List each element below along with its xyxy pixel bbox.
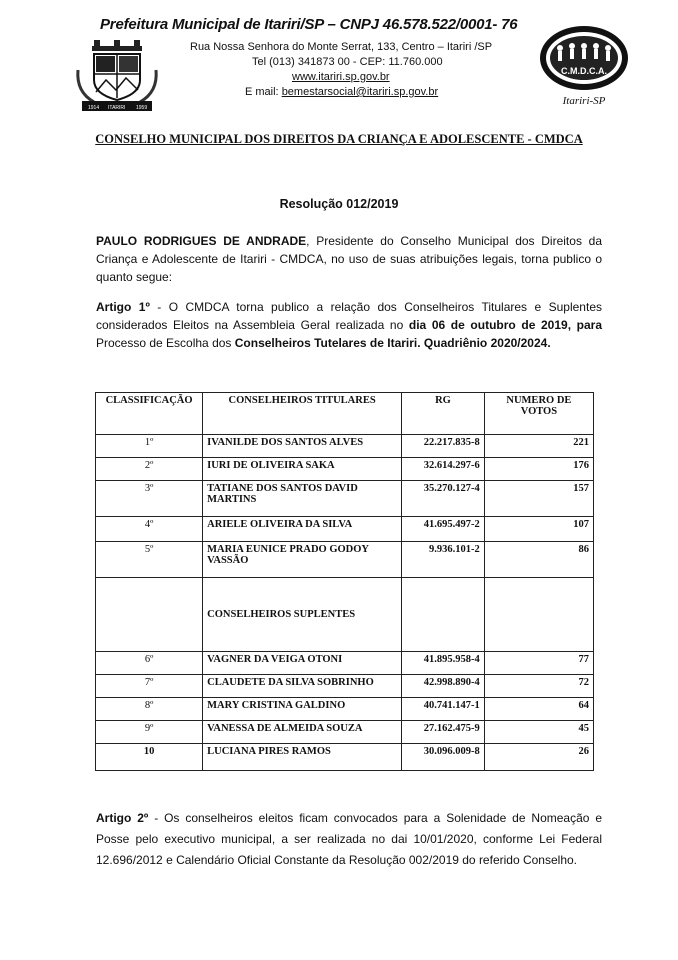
table-row bbox=[96, 675, 594, 698]
header-rg: RG bbox=[402, 393, 485, 435]
president-name: PAULO RODRIGUES DE ANDRADE bbox=[96, 234, 307, 248]
rg-cell: 9.936.101-2 bbox=[402, 542, 485, 578]
rg-cell: 32.614.297-6 bbox=[402, 458, 485, 481]
municipal-crest-icon bbox=[74, 40, 160, 114]
logo-caption: Itariri-SP bbox=[562, 95, 606, 107]
table-row bbox=[96, 744, 594, 771]
rank-cell: 8º bbox=[96, 698, 203, 721]
votes-cell: 107 bbox=[484, 517, 593, 542]
name-cell: TATIANE DOS SANTOS DAVID MARTINS bbox=[203, 481, 402, 517]
empty-cell bbox=[96, 578, 203, 652]
rg-cell: 41.895.958-4 bbox=[402, 652, 485, 675]
rg-cell: 27.162.475-9 bbox=[402, 721, 485, 744]
rank-cell: 4º bbox=[96, 517, 203, 542]
votes-cell: 26 bbox=[484, 744, 593, 771]
cmdca-logo-icon bbox=[536, 24, 632, 110]
name-cell: MARY CRISTINA GALDINO bbox=[203, 698, 402, 721]
suplentes-label: CONSELHEIROS SUPLENTES bbox=[203, 578, 402, 652]
rank-cell: 7º bbox=[96, 675, 203, 698]
name-cell: MARIA EUNICE PRADO GODOY VASSÃO bbox=[203, 542, 402, 578]
name-cell: VAGNER DA VEIGA OTONI bbox=[203, 652, 402, 675]
name-cell: LUCIANA PIRES RAMOS bbox=[203, 744, 402, 771]
empty-cell bbox=[484, 578, 593, 652]
empty-cell bbox=[402, 578, 485, 652]
votes-cell: 86 bbox=[484, 542, 593, 578]
council-title: CONSELHO MUNICIPAL DOS DIREITOS DA CRIANÇA E ADOLESCENTE - CMDCA bbox=[95, 132, 583, 146]
table-row bbox=[96, 698, 594, 721]
intro-text: , Presidente do Conselho Municipal dos Direitos da Criança e Adolescente de Itariri - CMDCA, no uso de suas atribuições legais, torna publico o quanto segue: bbox=[96, 234, 603, 284]
table-row bbox=[96, 542, 594, 578]
votes-cell: 45 bbox=[484, 721, 593, 744]
name-cell: VANESSA DE ALMEIDA SOUZA bbox=[203, 721, 402, 744]
rank-cell: 10 bbox=[96, 744, 203, 771]
name-cell: IVANILDE DOS SANTOS ALVES bbox=[203, 435, 402, 458]
votes-cell: 72 bbox=[484, 675, 593, 698]
rg-cell: 30.096.009-8 bbox=[402, 744, 485, 771]
votes-cell: 176 bbox=[484, 458, 593, 481]
crest-text: ITARIRI bbox=[108, 105, 126, 111]
votes-cell: 221 bbox=[484, 435, 593, 458]
resolution-title: Resolução 012/2019 bbox=[279, 197, 399, 211]
intro-paragraph bbox=[96, 232, 602, 286]
rank-cell: 6º bbox=[96, 652, 203, 675]
header-titulares: CONSELHEIROS TITULARES bbox=[203, 393, 402, 435]
article-1-text-2: Processo de Escolha dos bbox=[96, 336, 235, 350]
article-1-label: Artigo 1º bbox=[96, 300, 150, 314]
crest-year-right: 1959 bbox=[136, 105, 148, 111]
votes-cell: 77 bbox=[484, 652, 593, 675]
rg-cell: 40.741.147-1 bbox=[402, 698, 485, 721]
letterhead-title: Prefeitura Municipal de Itariri/SP – CNPJ 46.578.522/0001- 76 bbox=[100, 16, 518, 33]
table-row bbox=[96, 652, 594, 675]
rank-cell: 9º bbox=[96, 721, 203, 744]
email-label: E mail: bbox=[245, 86, 282, 98]
letterhead-email-line bbox=[245, 85, 438, 99]
table-header-row bbox=[96, 393, 594, 435]
name-cell: CLAUDETE DA SILVA SOBRINHO bbox=[203, 675, 402, 698]
rank-cell: 5º bbox=[96, 542, 203, 578]
rg-cell: 41.695.497-2 bbox=[402, 517, 485, 542]
name-cell: ARIELE OLIVEIRA DA SILVA bbox=[203, 517, 402, 542]
article-2-text: - Os conselheiros eleitos ficam convocados para a Solenidade de Nomeação e Posse pelo executivo municipal, a ser realizada no dai 10/01/2020, conforme Lei Federal 12.696/2012 e Calendário Oficial Constante da Resolução 002/2019 do referido Conselho. bbox=[96, 811, 603, 867]
table-row bbox=[96, 458, 594, 481]
table-row bbox=[96, 517, 594, 542]
rank-cell: 3º bbox=[96, 481, 203, 517]
rg-cell: 35.270.127-4 bbox=[402, 481, 485, 517]
email-link[interactable]: bemestarsocial@itariri.sp.gov.br bbox=[281, 86, 439, 98]
results-table bbox=[95, 392, 594, 771]
votes-cell: 64 bbox=[484, 698, 593, 721]
header-classification: CLASSIFICAÇÃO bbox=[96, 393, 203, 435]
logo-text: C.M.D.C.A. bbox=[561, 66, 607, 76]
letterhead-phone: Tel (013) 341873 00 - CEP: 11.760.000 bbox=[252, 56, 443, 68]
table-row bbox=[96, 435, 594, 458]
letterhead-address: Rua Nossa Senhora do Monte Serrat, 133, Centro – Itariri /SP bbox=[190, 41, 493, 53]
suplentes-section-row bbox=[96, 578, 594, 652]
article-1-date: dia 06 de outubro de 2019, para bbox=[408, 318, 603, 332]
article-2-label: Artigo 2º bbox=[96, 811, 149, 825]
rank-cell: 1º bbox=[96, 435, 203, 458]
letterhead-website[interactable]: www.itariri.sp.gov.br bbox=[292, 71, 390, 83]
article-1-paragraph bbox=[96, 298, 602, 352]
rg-cell: 42.998.890-4 bbox=[402, 675, 485, 698]
article-1-text-1: - O CMDCA torna publico a relação dos Conselheiros Titulares e Suplentes considerados Eleitos na Assembleia Geral realizada no bbox=[96, 300, 602, 332]
article-2-paragraph bbox=[96, 808, 602, 871]
votes-cell: 157 bbox=[484, 481, 593, 517]
table-row bbox=[96, 721, 594, 744]
name-cell: IURI DE OLIVEIRA SAKA bbox=[203, 458, 402, 481]
rg-cell: 22.217.835-8 bbox=[402, 435, 485, 458]
rank-cell: 2º bbox=[96, 458, 203, 481]
table-row bbox=[96, 481, 594, 517]
header-votes: NUMERO DE VOTOS bbox=[484, 393, 593, 435]
crest-year-left: 1914 bbox=[88, 105, 100, 111]
article-1-term: Conselheiros Tutelares de Itariri. Quadriênio 2020/2024. bbox=[234, 336, 551, 350]
